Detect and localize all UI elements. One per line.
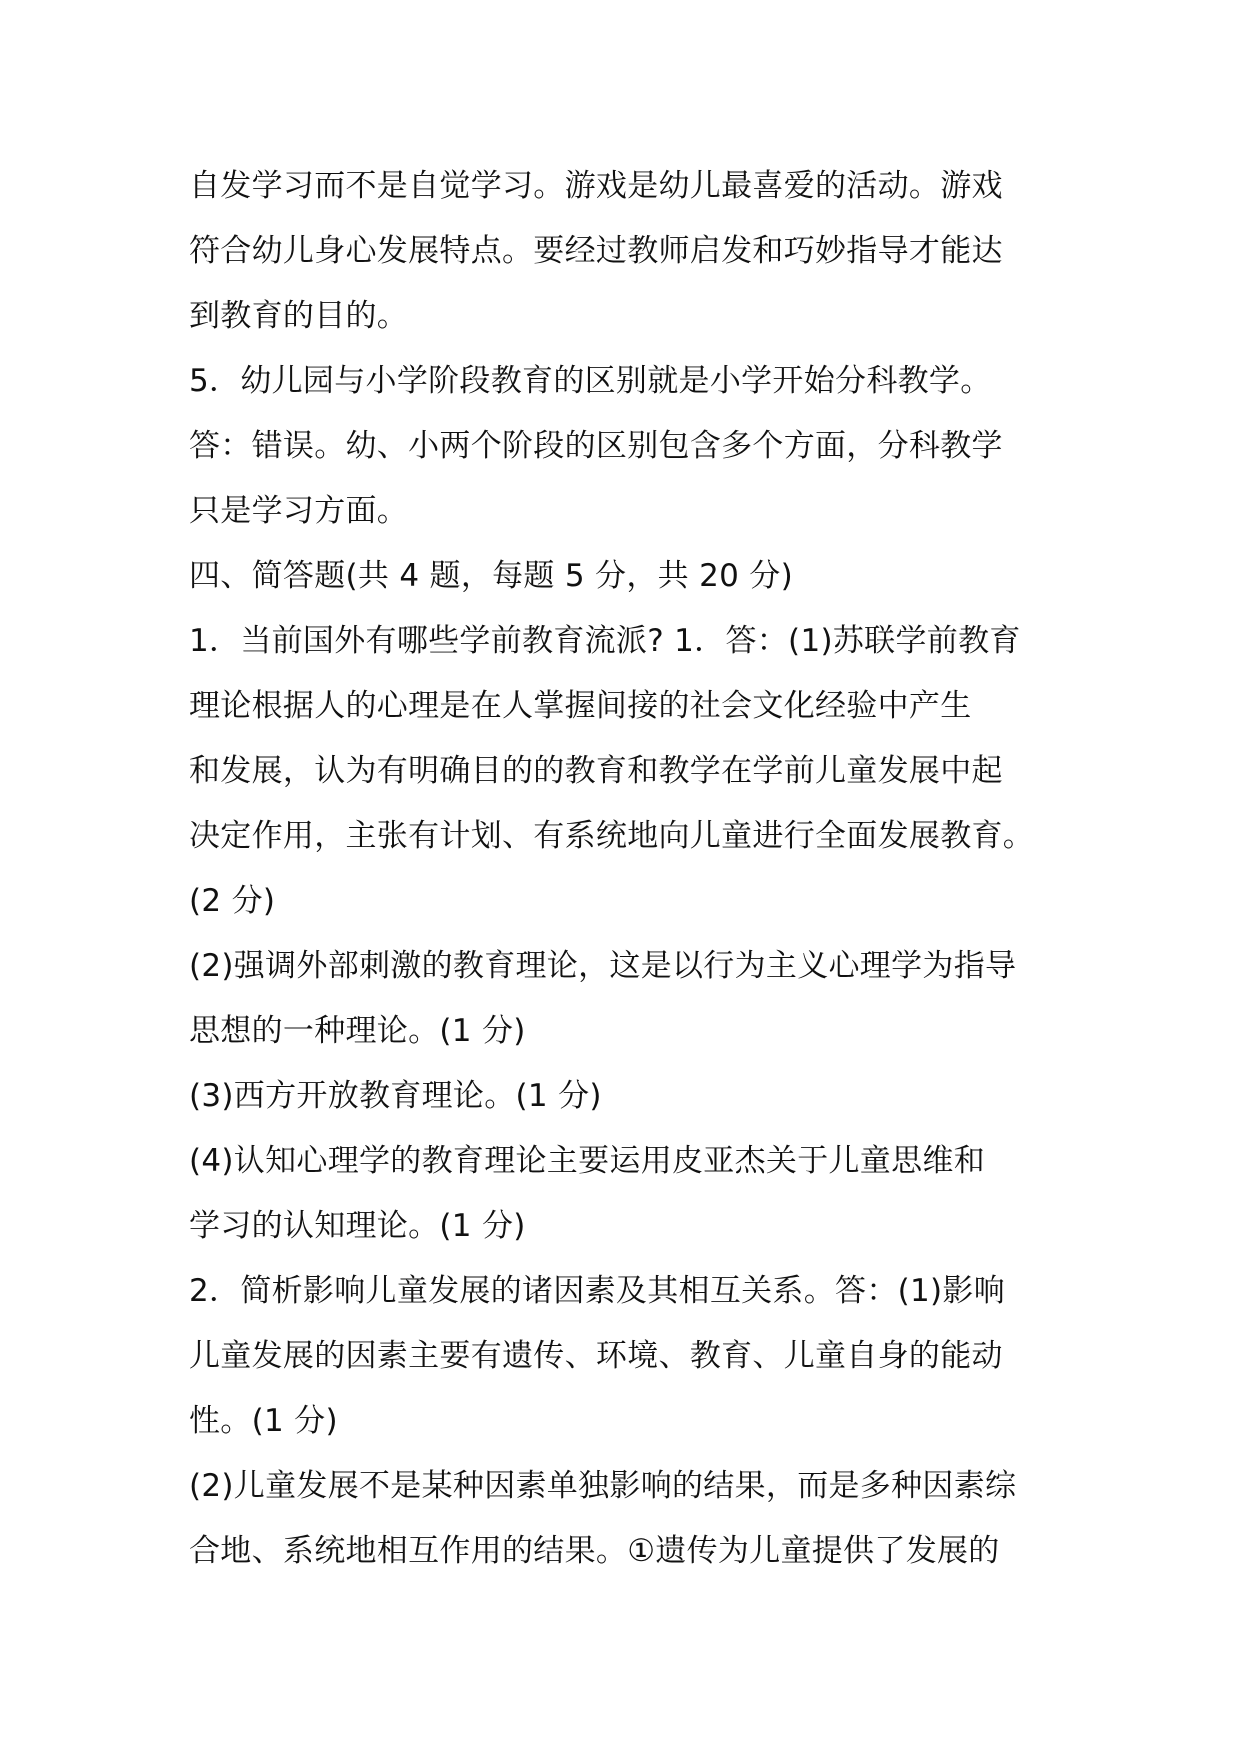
section-heading: 四、简答题(共 4 题，每题 5 分，共 20 分) [189,558,794,594]
document-body [189,154,1069,1584]
text-line: 自发学习而不是自觉学习。游戏是幼儿最喜爱的活动。游戏 [189,168,1003,204]
text-line: 思想的一种理论。(1 分) [189,1013,526,1049]
text-line: 和发展，认为有明确目的的教育和教学在学前儿童发展中起 [189,753,1003,789]
text-line: 1．当前国外有哪些学前教育流派? 1．答：(1)苏联学前教育 [189,623,1021,659]
text-line: 性。(1 分) [189,1403,338,1439]
text-line: (3)西方开放教育理论。(1 分) [189,1078,602,1114]
text-line: 到教育的目的。 [189,298,409,334]
text-line: 理论根据人的心理是在人掌握间接的社会文化经验中产生 [189,688,972,724]
text-line: (4)认知心理学的教育理论主要运用皮亚杰关于儿童思维和 [189,1143,986,1179]
text-line: 符合幼儿身心发展特点。要经过教师启发和巧妙指导才能达 [189,233,1003,269]
text-line: 2．简析影响儿童发展的诸因素及其相互关系。答：(1)影响 [189,1273,1006,1309]
text-line: 决定作用，主张有计划、有系统地向儿童进行全面发展教育。 [189,818,1035,854]
text-line: (2)强调外部刺激的教育理论，这是以行为主义心理学为指导 [189,948,1017,984]
text-line: 儿童发展的因素主要有遗传、环境、教育、儿童自身的能动 [189,1338,1003,1374]
text-line: (2 分) [189,883,276,919]
text-line: 5．幼儿园与小学阶段教育的区别就是小学开始分科教学。 [189,363,992,399]
text-line: 答：错误。幼、小两个阶段的区别包含多个方面，分科教学 [189,428,1003,464]
text-line: 学习的认知理论。(1 分) [189,1208,526,1244]
text-line: 合地、系统地相互作用的结果。①遗传为儿童提供了发展的 [189,1533,1000,1569]
text-line: (2)儿童发展不是某种因素单独影响的结果，而是多种因素综 [189,1468,1017,1504]
text-line: 只是学习方面。 [189,493,409,529]
